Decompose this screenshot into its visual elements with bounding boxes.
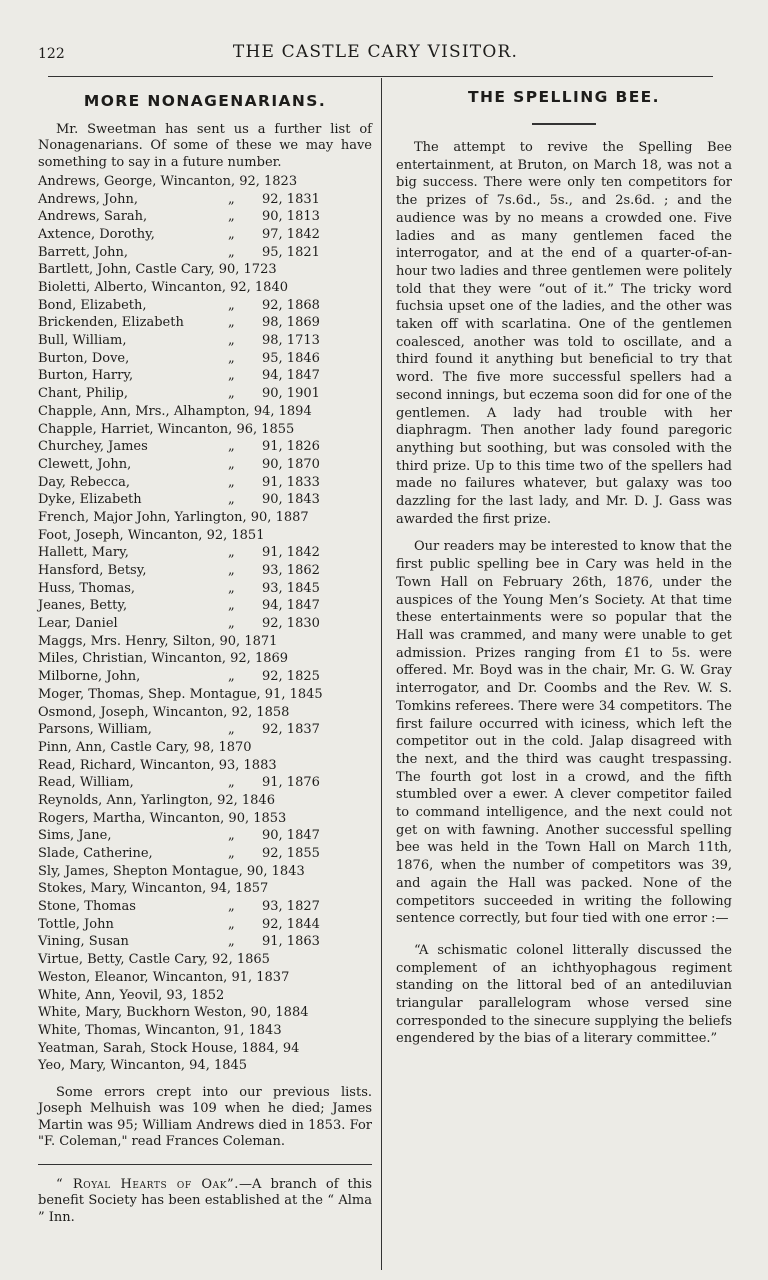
left-column	[38, 92, 372, 1226]
list-item	[38, 367, 372, 385]
ditto-mark: „	[228, 474, 235, 490]
entry-age-year: 98, 1713	[262, 333, 320, 349]
entry-name: Weston, Eleanor, Wincanton, 91, 1837	[38, 969, 290, 985]
list-item	[38, 987, 372, 1005]
entry-name: Virtue, Betty, Castle Cary, 92, 1865	[38, 952, 270, 968]
note-body: —A branch of this benefit Society has been established at the “ Alma ” Inn.	[38, 1177, 372, 1225]
list-item	[38, 474, 372, 492]
entry-name: Tottle, John	[38, 916, 114, 932]
entry-name: Bioletti, Alberto, Wincanton, 92, 1840	[38, 280, 288, 296]
entry-age-year: 90, 1843	[262, 492, 320, 508]
entry-name: White, Thomas, Wincanton, 91, 1843	[38, 1022, 282, 1038]
entry-age-year: 91, 1842	[262, 545, 320, 561]
list-item	[38, 332, 372, 350]
entry-name: Andrews, John,	[38, 191, 138, 207]
list-item	[38, 421, 372, 439]
header-rule	[48, 76, 713, 77]
nonagenarians-intro: Mr. Sweetman has sent us a further list of Nonagenarians. Of some of these we may have something to say in a future number.	[38, 122, 372, 170]
list-item	[38, 385, 372, 403]
list-item	[38, 792, 372, 810]
list-item	[38, 438, 372, 456]
spelling-bee-title: THE SPELLING BEE.	[468, 88, 660, 106]
ditto-mark: „	[228, 669, 235, 685]
section-rule	[38, 1164, 372, 1165]
entry-name: Day, Rebecca,	[38, 474, 130, 490]
list-item	[38, 261, 372, 279]
ditto-mark: „	[228, 492, 235, 508]
nonagenarians-title: MORE NONAGENARIANS.	[83, 92, 327, 110]
list-item	[38, 244, 372, 262]
entry-name: Jeanes, Betty,	[38, 598, 128, 614]
list-item	[38, 350, 372, 368]
entry-name: Burton, Dove,	[38, 350, 130, 366]
ditto-mark: „	[228, 209, 235, 225]
entry-name: Andrews, George, Wincanton, 92, 1823	[38, 173, 298, 189]
list-item	[38, 1004, 372, 1022]
entry-age-year: 90, 1847	[262, 828, 320, 844]
spelling-sentence-quote: “A schismatic colonel litterally discussed the complement of an ichthyophagous regiment standing on the littoral bed of an antediluvian triangular parallelogram whose versed sine corresponded to the sinecure supplying the beliefs engendered by the bias of a literary committee.”	[396, 942, 732, 1047]
page-number: 122	[38, 46, 65, 62]
entry-age-year: 92, 1844	[262, 916, 320, 932]
entry-name: Stokes, Mary, Wincanton, 94, 1857	[38, 881, 269, 897]
list-item	[38, 597, 372, 615]
entry-name: Foot, Joseph, Wincanton, 92, 1851	[38, 527, 265, 543]
entry-name: Clewett, John,	[38, 456, 132, 472]
list-item	[38, 191, 372, 209]
list-item	[38, 1057, 372, 1075]
ditto-mark: „	[228, 386, 235, 402]
list-item	[38, 173, 372, 191]
entry-age-year: 93, 1827	[262, 899, 320, 915]
entry-name: White, Ann, Yeovil, 93, 1852	[38, 987, 225, 1003]
list-item	[38, 845, 372, 863]
list-item	[38, 580, 372, 598]
ditto-mark: „	[228, 846, 235, 862]
entry-name: Rogers, Martha, Wincanton, 90, 1853	[38, 810, 287, 826]
entry-name: Yeo, Mary, Wincanton, 94, 1845	[38, 1058, 248, 1074]
entry-name: Hansford, Betsy,	[38, 563, 147, 579]
entry-name: Parsons, William,	[38, 722, 152, 738]
entry-age-year: 92, 1830	[262, 616, 320, 632]
ditto-mark: „	[228, 368, 235, 384]
list-item	[38, 880, 372, 898]
entry-name: Pinn, Ann, Castle Cary, 98, 1870	[38, 739, 252, 755]
list-item	[38, 544, 372, 562]
entry-name: Moger, Thomas, Shep. Montague, 91, 1845	[38, 686, 323, 702]
entry-name: Bond, Elizabeth,	[38, 297, 147, 313]
column-divider	[381, 78, 382, 1270]
entry-name: Milborne, John,	[38, 669, 141, 685]
list-item	[38, 969, 372, 987]
ditto-mark: „	[228, 598, 235, 614]
entry-age-year: 95, 1846	[262, 350, 320, 366]
entry-name: Maggs, Mrs. Henry, Silton, 90, 1871	[38, 633, 278, 649]
list-item	[38, 668, 372, 686]
list-item	[38, 650, 372, 668]
list-item	[38, 527, 372, 545]
entry-age-year: 91, 1833	[262, 474, 320, 490]
ditto-mark: „	[228, 350, 235, 366]
entry-age-year: 91, 1863	[262, 934, 320, 950]
list-item	[38, 863, 372, 881]
list-item	[38, 279, 372, 297]
list-item	[38, 403, 372, 421]
ditto-mark: „	[228, 456, 235, 472]
entry-age-year: 91, 1826	[262, 439, 320, 455]
entry-age-year: 92, 1831	[262, 191, 320, 207]
ditto-mark: „	[228, 545, 235, 561]
list-item	[38, 491, 372, 509]
list-item	[38, 1040, 372, 1058]
entry-name: Hallett, Mary,	[38, 545, 129, 561]
entry-name: Chant, Philip,	[38, 386, 128, 402]
list-item	[38, 721, 372, 739]
list-item	[38, 686, 372, 704]
entry-name: Sims, Jane,	[38, 828, 112, 844]
title-rule	[532, 123, 596, 125]
ditto-mark: „	[228, 439, 235, 455]
hearts-of-oak-note	[38, 1177, 372, 1226]
list-item	[38, 916, 372, 934]
entry-name: Brickenden, Elizabeth	[38, 315, 184, 331]
entry-name: French, Major John, Yarlington, 90, 1887	[38, 509, 309, 525]
entry-name: Osmond, Joseph, Wincanton, 92, 1858	[38, 704, 290, 720]
entry-age-year: 91, 1876	[262, 775, 320, 791]
list-item	[38, 562, 372, 580]
ditto-mark: „	[228, 775, 235, 791]
ditto-mark: „	[228, 226, 235, 242]
ditto-mark: „	[228, 315, 235, 331]
entry-name: Yeatman, Sarah, Stock House, 1884, 94	[38, 1040, 300, 1056]
list-item	[38, 739, 372, 757]
entry-age-year: 92, 1837	[262, 722, 320, 738]
spelling-bee-paragraph-1: The attempt to revive the Spelling Bee entertainment, at Bruton, on March 18, was not a big success. There were only ten competitors for the prizes of 7s.6d., 5s., and 2s.6d. ; and the audience was by no means a crowded one. Five ladies and as many gentlemen faced the interrogator, and at the end of a quarter-of-an-hour two ladies and three gentlemen were politely told that they were “out of it.” The tricky word fuchsia upset one of the ladies, and the other was taken off with scarlatina. One of the gentlemen coalesced, another was told to oscillate, and a third found it anything but beneficial to try that word. The five more successful spellers had a second innings, but eczema soon did for one of the gentlemen. A lady had trouble with her diaphragm. Then another lady found paregoric anything but soothing, but was consoled with the third prize. Up to this time two of the spellers had made no failures whatever, but galaxy was too dazzling for the last lady, and Mr. D. J. Gass was awarded the first prize.	[396, 140, 732, 527]
page-header	[38, 42, 713, 66]
entry-name: White, Mary, Buckhorn Weston, 90, 1884	[38, 1005, 309, 1021]
entry-name: Read, Richard, Wincanton, 93, 1883	[38, 757, 277, 773]
list-item	[38, 774, 372, 792]
entry-age-year: 94, 1847	[262, 368, 320, 384]
entry-name: Burton, Harry,	[38, 368, 134, 384]
ditto-mark: „	[228, 828, 235, 844]
errata-paragraph: Some errors crept into our previous lists. Joseph Melhuish was 109 when he died; James Martin was 95; William Andrews died in 1853. For "F. Coleman," read Frances Coleman.	[38, 1084, 372, 1149]
entry-age-year: 90, 1813	[262, 209, 320, 225]
entry-name: Sly, James, Shepton Montague, 90, 1843	[38, 863, 305, 879]
ditto-mark: „	[228, 899, 235, 915]
list-item	[38, 509, 372, 527]
ditto-mark: „	[228, 616, 235, 632]
entry-age-year: 92, 1868	[262, 297, 320, 313]
entry-age-year: 94, 1847	[262, 598, 320, 614]
list-item	[38, 615, 372, 633]
list-item	[38, 208, 372, 226]
ditto-mark: „	[228, 191, 235, 207]
list-item	[38, 297, 372, 315]
running-title: THE CASTLE CARY VISITOR.	[232, 42, 519, 62]
entry-name: Lear, Daniel	[38, 616, 118, 632]
list-item	[38, 898, 372, 916]
entry-age-year: 92, 1855	[262, 846, 320, 862]
list-item	[38, 226, 372, 244]
ditto-mark: „	[228, 563, 235, 579]
entry-name: Bull, William,	[38, 333, 127, 349]
list-item	[38, 314, 372, 332]
entry-name: Reynolds, Ann, Yarlington, 92, 1846	[38, 792, 275, 808]
entry-name: Churchey, James	[38, 439, 148, 455]
entry-name: Miles, Christian, Wincanton, 92, 1869	[38, 651, 289, 667]
entry-age-year: 93, 1845	[262, 580, 320, 596]
list-item	[38, 933, 372, 951]
ditto-mark: „	[228, 580, 235, 596]
entry-age-year: 97, 1842	[262, 226, 320, 242]
entry-name: Slade, Catherine,	[38, 846, 153, 862]
entry-name: Chapple, Harriet, Wincanton, 96, 1855	[38, 421, 295, 437]
list-item	[38, 951, 372, 969]
ditto-mark: „	[228, 333, 235, 349]
ditto-mark: „	[228, 244, 235, 260]
entry-age-year: 98, 1869	[262, 315, 320, 331]
entry-age-year: 90, 1901	[262, 386, 320, 402]
entry-name: Huss, Thomas,	[38, 580, 136, 596]
entry-age-year: 95, 1821	[262, 244, 320, 260]
list-item	[38, 757, 372, 775]
entry-name: Chapple, Ann, Mrs., Alhampton, 94, 1894	[38, 403, 312, 419]
entry-age-year: 93, 1862	[262, 563, 320, 579]
nonagenarian-list	[38, 173, 372, 1075]
list-item	[38, 810, 372, 828]
list-item	[38, 827, 372, 845]
note-heading: “ Royal Hearts of Oak”.	[56, 1177, 240, 1193]
list-item	[38, 633, 372, 651]
ditto-mark: „	[228, 934, 235, 950]
entry-name: Vining, Susan	[38, 934, 129, 950]
entry-name: Stone, Thomas	[38, 899, 136, 915]
ditto-mark: „	[228, 722, 235, 738]
entry-name: Axtence, Dorothy,	[38, 226, 155, 242]
list-item	[38, 1022, 372, 1040]
entry-name: Dyke, Elizabeth	[38, 492, 142, 508]
spelling-bee-paragraph-2: Our readers may be interested to know that the first public spelling bee in Cary was held in the Town Hall on February 26th, 1876, under the auspices of the Young Men’s Society. At that time these entertainments were so popular that the Hall was crammed, and many were unable to get admission. Prizes ranging from £1 to 5s. were offered. Mr. Boyd was in the chair, Mr. G. W. Gray interrogator, and Dr. Coombs and the Rev. W. S. Tomkins referees. There were 34 competitors. The first failure occurred with iciness, which left the competitor out in the cold. Jalap disagreed with the next, and the third was caught trespassing. The fourth got lost in a crowd, and the fifth stumbled over a ewer. A clever competitor failed to command intelligence, and the next could not get on with fawning. Another successful spelling bee was held in the Town Hall on March 11th, 1876, when the number of competitors was 39, and again the Hall was packed. None of the competitors succeeded in writing the following sentence correctly, but four tied with one error :—	[396, 539, 732, 927]
entry-name: Read, William,	[38, 775, 134, 791]
right-column	[396, 88, 732, 1048]
list-item	[38, 704, 372, 722]
list-item	[38, 456, 372, 474]
entry-name: Bartlett, John, Castle Cary, 90, 1723	[38, 262, 277, 278]
entry-age-year: 90, 1870	[262, 456, 320, 472]
entry-name: Andrews, Sarah,	[38, 209, 148, 225]
ditto-mark: „	[228, 916, 235, 932]
entry-name: Barrett, John,	[38, 244, 129, 260]
entry-age-year: 92, 1825	[262, 669, 320, 685]
ditto-mark: „	[228, 297, 235, 313]
